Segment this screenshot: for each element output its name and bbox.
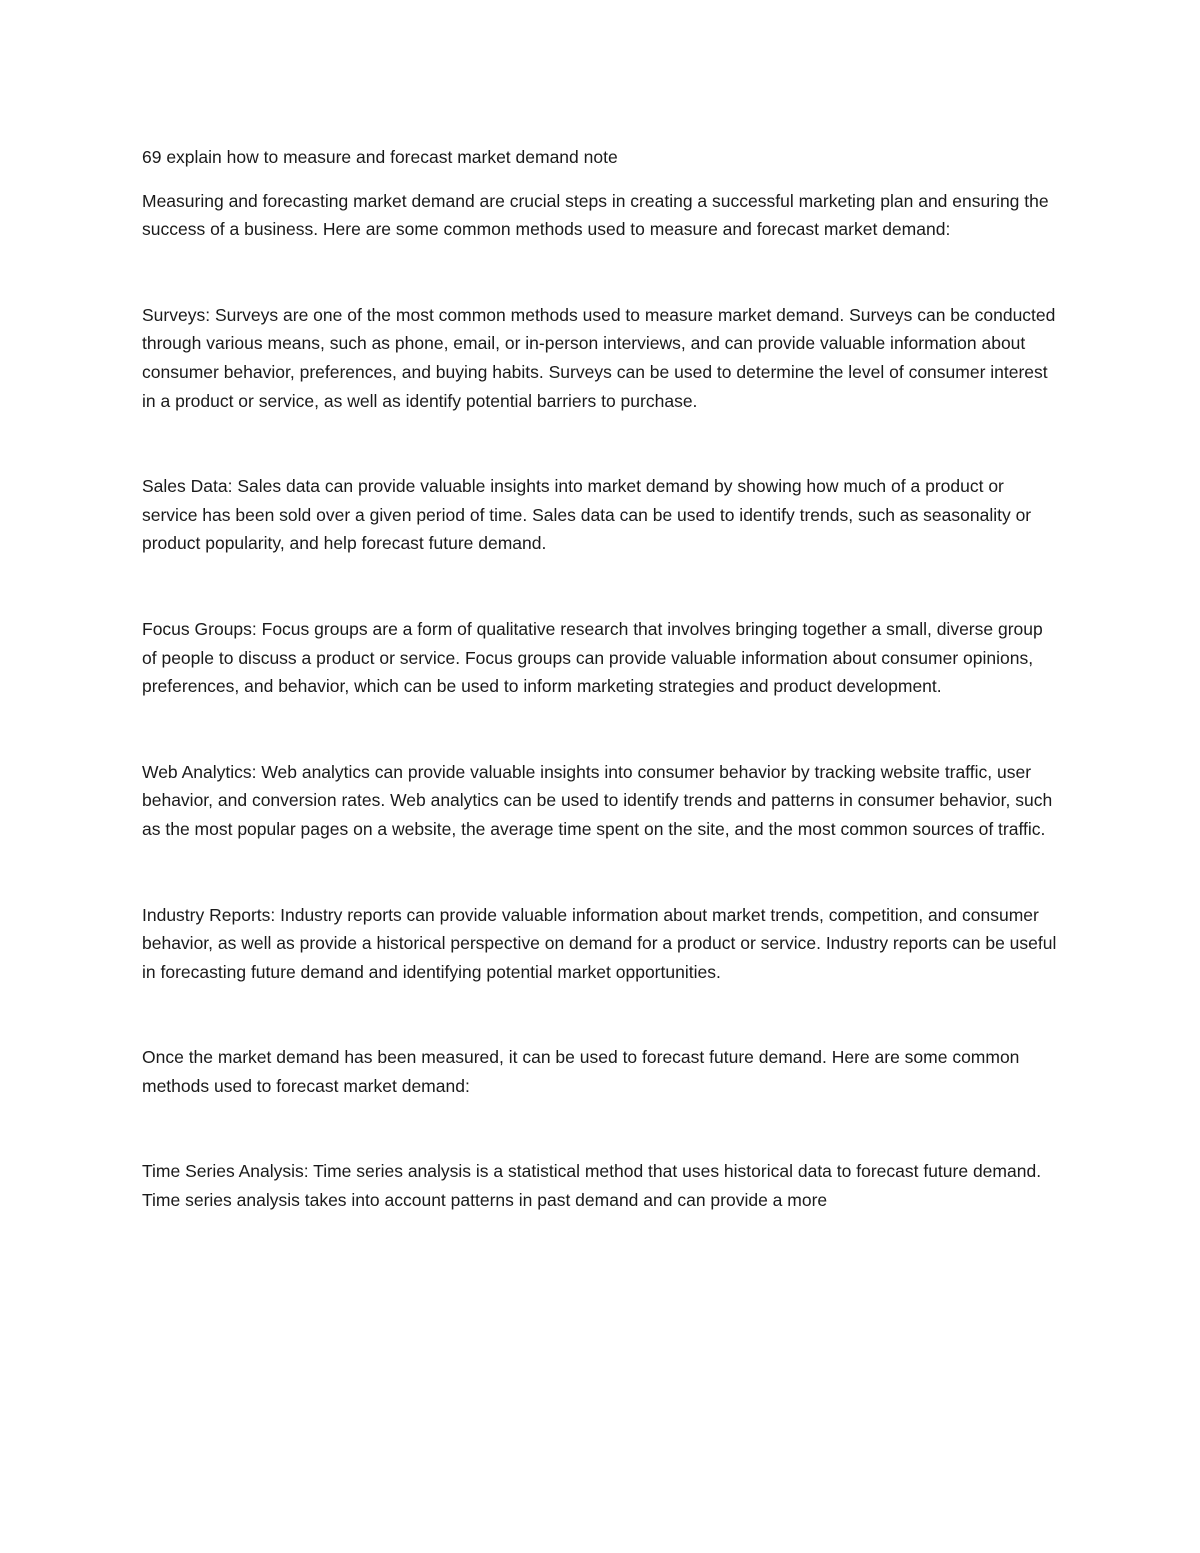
document-body	[142, 143, 1057, 1215]
paragraph-surveys: Surveys: Surveys are one of the most common methods used to measure market demand. Surveys can be conducted through various means, such as phone, email, or in-person interviews, and can provide valuable information about consumer behavior, preferences, and buying habits. Surveys can be used to determine the level of consumer interest in a product or service, as well as identify potential barriers to purchase.	[142, 304, 1056, 411]
paragraph-industry-reports: Industry Reports: Industry reports can provide valuable information about market trends, competition, and consumer behavior, as well as provide a historical perspective on demand for a product or service. Industry reports can be useful in forecasting future demand and identifying potential market opportunities.	[142, 904, 1057, 982]
paragraph-web-analytics: Web Analytics: Web analytics can provide valuable insights into consumer behavior by tracking website traffic, user behavior, and conversion rates. Web analytics can be used to identify trends and patterns in consumer behavior, such as the most popular pages on a website, the average time spent on the site, and the most common sources of traffic.	[142, 761, 1053, 839]
paragraph-time-series: Time Series Analysis: Time series analysis is a statistical method that uses historical data to forecast future demand. Time series analysis takes into account patterns in past demand and can provide a more	[142, 1161, 1042, 1211]
document-title: 69 explain how to measure and forecast market demand note	[142, 147, 618, 167]
paragraph-intro: Measuring and forecasting market demand are crucial steps in creating a successful marketing plan and ensuring the success of a business. Here are some common methods used to measure and forecast market demand:	[142, 190, 1049, 240]
paragraph-forecast-intro: Once the market demand has been measured, it can be used to forecast future demand. Here are some common methods used to forecast market demand:	[142, 1047, 1020, 1096]
paragraph-sales-data: Sales Data: Sales data can provide valuable insights into market demand by showing how much of a product or service has been sold over a given period of time. Sales data can be used to identify trends, such as seasonality or product popularity, and help forecast future demand.	[142, 476, 1032, 554]
paragraph-focus-groups: Focus Groups: Focus groups are a form of qualitative research that involves bringing together a small, diverse group of people to discuss a product or service. Focus groups can provide valuable information about consumer opinions, preferences, and behavior, which can be used to inform marketing strategies and product development.	[142, 618, 1043, 697]
